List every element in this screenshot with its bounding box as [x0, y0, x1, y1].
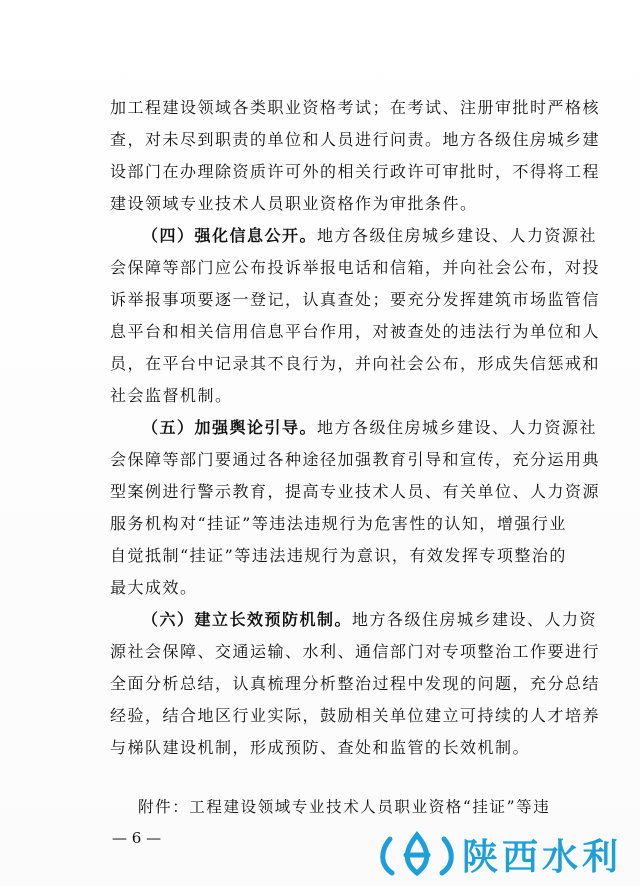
text-line: 最大成效。	[110, 578, 198, 597]
section-heading-4: （四）强化信息公开。	[142, 226, 318, 245]
text-line: 源社会保障、交通运输、水利、通信部门对专项整治工作要进行	[110, 642, 601, 661]
watermark-text: 陕西水利	[462, 836, 623, 878]
text-line: 设部门在办理除资质许可外的相关行政许可审批时，不得将工程	[110, 162, 601, 181]
text-line: 地方各级住房城乡建设、人力资源社	[317, 418, 598, 437]
paragraph-prevention-mechanism	[110, 604, 601, 764]
paragraph-public-opinion	[110, 412, 601, 604]
paragraph-information-disclosure	[110, 220, 601, 412]
attachment-note: 附件：工程建设领域专业技术人员职业资格“挂证”等违	[138, 798, 551, 816]
text-line: 息平台和相关信用信息平台作用，对被查处的违法行为单位和人	[110, 322, 601, 341]
text-line: 服务机构对“挂证”等违法违规行为危害性的认知，增强行业	[110, 514, 567, 533]
text-line: 建设领域专业技术人员职业资格作为审批条件。	[110, 194, 478, 213]
text-line: 全面分析总结，认真梳理分析整治过程中发现的问题，充分总结	[110, 674, 601, 693]
text-line: 地方各级住房城乡建设、人力资源社	[317, 226, 598, 245]
text-line: 社会监督机制。	[110, 386, 233, 405]
text-line: 加工程建设领域各类职业资格考试；在考试、注册审批时严格核	[110, 98, 601, 117]
text-line: 经验，结合地区行业实际，鼓励相关单位建立可持续的人才培养	[110, 706, 601, 725]
text-line: 会保障等部门应公布投诉举报电话和信箱，并向社会公布，对投	[110, 258, 601, 277]
text-line: 会保障等部门要通过各种途径加强教育引导和宣传，充分运用典	[110, 450, 601, 469]
page-number: — 6 —	[112, 829, 162, 847]
text-line: 型案例进行警示教育，提高专业技术人员、有关单位、人力资源	[110, 482, 601, 501]
text-line: 员，在平台中记录其不良行为，并向社会公布，形成失信惩戒和	[110, 354, 601, 373]
section-heading-5: （五）加强舆论引导。	[142, 418, 318, 437]
text-line: 与梯队建设机制，形成预防、查处和监管的长效机制。	[110, 738, 531, 757]
paragraph-continuation	[110, 92, 601, 220]
text-line: 自觉抵制“挂证”等违法违规行为意识，有效发挥专项整治的	[110, 546, 567, 565]
water-drop-logo-icon	[376, 829, 458, 879]
text-line: 查，对未尽到职责的单位和人员进行问责。地方各级住房城乡建	[110, 130, 601, 149]
section-heading-6: （六）建立长效预防机制。	[142, 610, 353, 629]
watermark	[376, 826, 634, 882]
text-line: 地方各级住房城乡建设、人力资	[352, 610, 598, 629]
text-line: 诉举报事项要逐一登记，认真查处；要充分发挥建筑市场监管信	[110, 290, 601, 309]
document-body	[110, 92, 601, 764]
